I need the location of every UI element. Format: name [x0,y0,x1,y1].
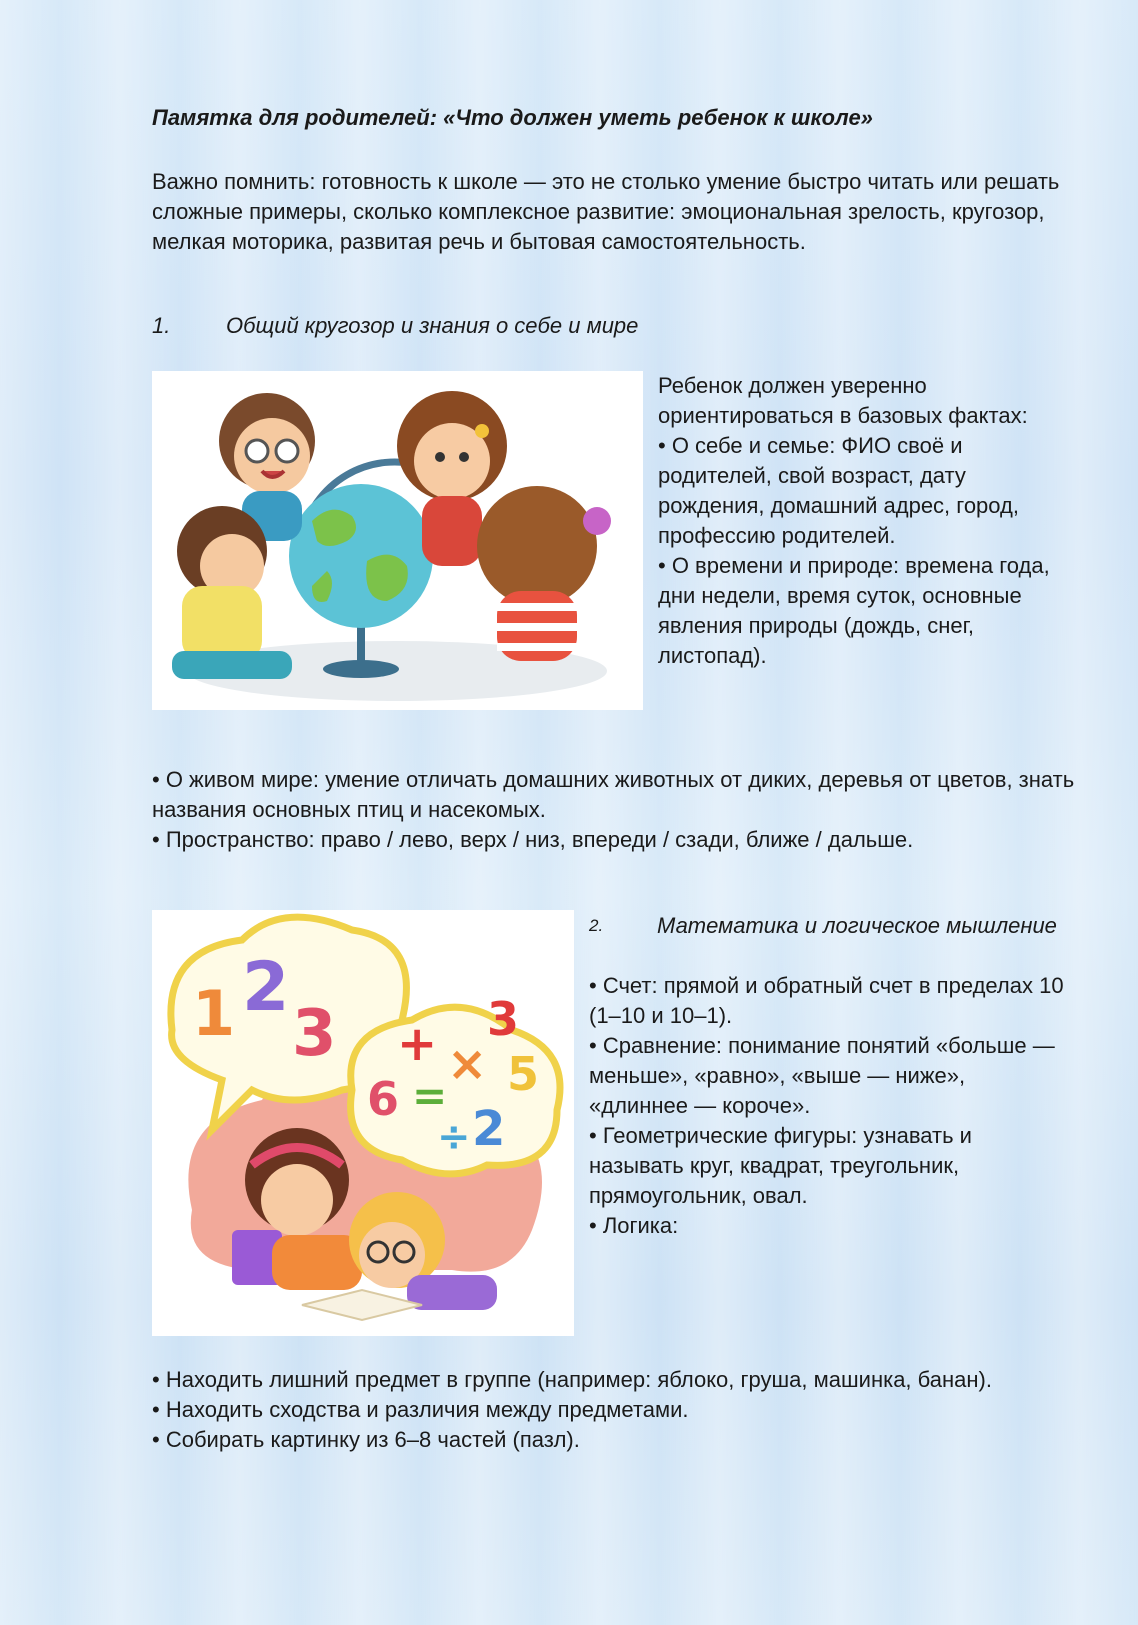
section2-bottom-text [152,1365,1092,1455]
list-item: • Пространство: право / лево, верх / низ, впереди / сзади, ближе / дальше. [152,827,914,852]
section2-number: 2. [589,916,604,935]
list-item: • Геометрические фигуры: узнавать и называть круг, квадрат, треугольник, прямоугольник, овал. [589,1123,972,1208]
list-item: • Находить лишний предмет в группе (например: яблоко, груша, машинка, банан). [152,1367,992,1392]
math-illustration-icon [152,910,574,1336]
section1-number: 1. [152,313,171,338]
list-item: • О времени и природе: времена года, дни недели, время суток, основные явления природы (дождь, снег, листопад). [658,553,1050,668]
svg-text:5: 5 [507,1047,540,1101]
svg-text:÷: ÷ [437,1114,471,1160]
girls-numbers-illustration [152,910,574,1336]
list-item: • Собирать картинку из 6–8 частей (пазл). [152,1427,580,1452]
list-item: • Находить сходства и различия между предметами. [152,1397,689,1422]
svg-text:×: × [447,1036,488,1092]
svg-text:3: 3 [292,997,337,1071]
svg-text:3: 3 [487,992,520,1046]
section2-title: Математика и логическое мышление [657,913,1057,938]
list-item: • Счет: прямой и обратный счет в пределах 10 (1–10 и 10–1). [589,973,1064,1028]
globe-illustration-icon [152,371,643,710]
section1-right-column [658,371,1078,671]
section1-lead: Ребенок должен уверенно ориентироваться в базовых фактах: [658,373,1028,428]
svg-text:2: 2 [472,1101,506,1157]
section2-heading [589,911,1057,941]
svg-text:6: 6 [367,1072,400,1126]
section2-right-column [589,971,1069,1241]
list-item: • О живом мире: умение отличать домашних животных от диких, деревья от цветов, знать названия основных птиц и насекомых. [152,767,1075,822]
section1-bottom-text [152,765,1092,855]
page-title: Памятка для родителей: «Что должен уметь ребенок к школе» [152,105,873,130]
svg-text:1: 1 [192,977,236,1050]
list-item: • О себе и семье: ФИО своё и родителей, свой возраст, дату рождения, домашний адрес, город, профессию родителей. [658,433,1019,548]
svg-text:2: 2 [242,948,290,1027]
section1-title: Общий кругозор и знания о себе и мире [226,313,639,338]
intro-paragraph: Важно помнить: готовность к школе — это не столько умение быстро читать или решать сложные примеры, сколько комплексное развитие: эмоциональная зрелость, кругозор, мелкая моторика, развитая речь и бытовая самостоятельность. [152,169,1060,254]
svg-text:=: = [412,1071,448,1120]
list-item: • Логика: [589,1213,679,1238]
children-globe-illustration [152,371,643,710]
section1-heading [152,311,638,341]
list-item: • Сравнение: понимание понятий «больше — меньше», «равно», «выше — ниже», «длиннее — короче». [589,1033,1055,1118]
svg-text:+: + [397,1016,438,1072]
